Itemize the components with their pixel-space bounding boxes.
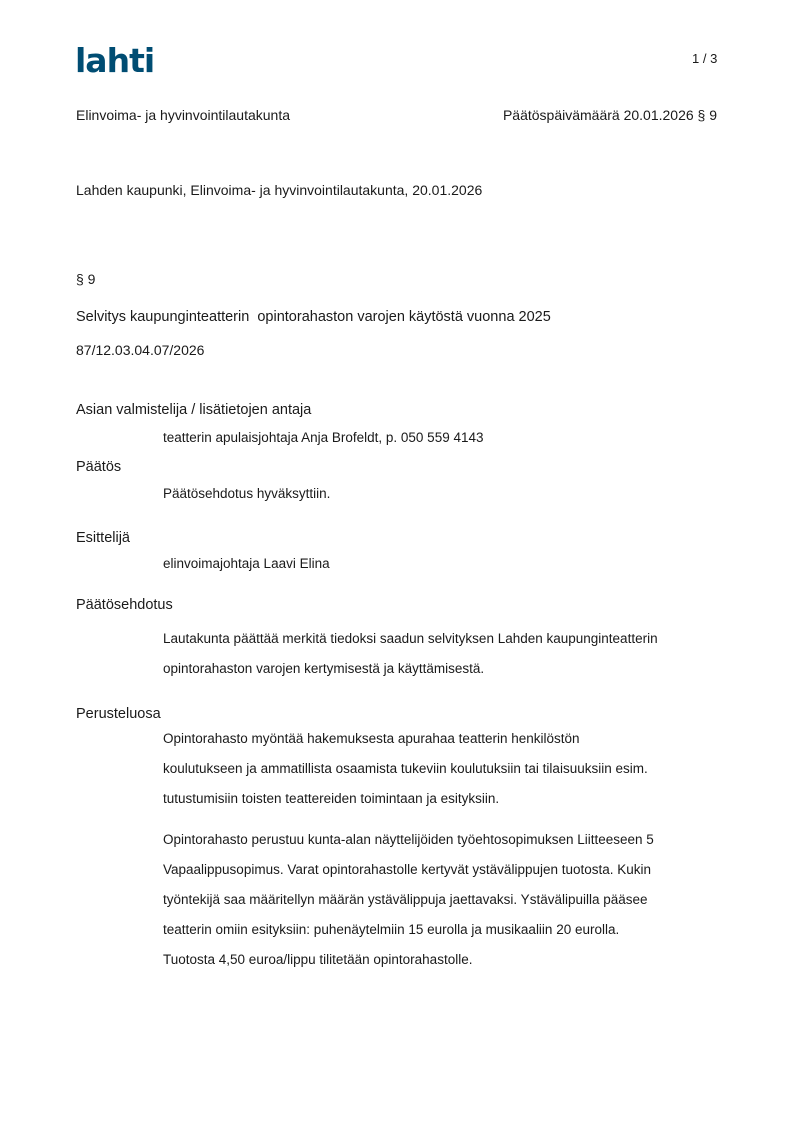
- proposal-label: Päätösehdotus: [76, 597, 173, 613]
- rationale-line: työntekijä saa määritellyn määrän ystävälippuja jaettavaksi. Ystävälipuilla pääsee: [163, 892, 648, 907]
- lahti-logo: lahti: [75, 41, 155, 80]
- header-decision-date: Päätöspäivämäärä 20.01.2026 § 9: [502, 107, 717, 123]
- rationale-line: tutustumisiin toisten teattereiden toimintaan ja esityksiin.: [163, 791, 500, 806]
- preparer-value: teatterin apulaisjohtaja Anja Brofeldt, p. 050 559 4143: [163, 430, 484, 445]
- rationale-line: Opintorahasto perustuu kunta-alan näyttelijöiden työehtosopimuksen Liitteeseen 5: [163, 832, 654, 847]
- proposal-line: Lautakunta päättää merkitä tiedoksi saadun selvityksen Lahden kaupunginteatterin: [163, 631, 658, 646]
- page-number: 1 / 3: [692, 51, 718, 66]
- rationale-line: Tuotosta 4,50 euroa/lippu tilitetään opintorahastolle.: [163, 952, 473, 967]
- header-body-name: Elinvoima- ja hyvinvointilautakunta: [76, 107, 290, 123]
- diary-number: 87/12.03.04.07/2026: [76, 342, 205, 358]
- section-number: § 9: [76, 271, 96, 287]
- rationale-label: Perusteluosa: [76, 706, 161, 722]
- preparer-label: Asian valmistelija / lisätietojen antaja: [76, 402, 312, 418]
- meeting-line: Lahden kaupunki, Elinvoima- ja hyvinvointilautakunta, 20.01.2026: [76, 182, 483, 198]
- rationale-paragraph-2: [163, 825, 723, 975]
- item-title: Selvitys kaupunginteatterin opintorahaston varojen käytöstä vuonna 2025: [76, 309, 551, 325]
- proposal-text: [163, 624, 723, 684]
- proposal-line: opintorahaston varojen kertymisestä ja käyttämisestä.: [163, 661, 485, 676]
- decision-label: Päätös: [76, 459, 122, 475]
- presenter-value: elinvoimajohtaja Laavi Elina: [163, 556, 330, 571]
- rationale-line: Opintorahasto myöntää hakemuksesta apurahaa teatterin henkilöstön: [163, 731, 580, 746]
- decision-value: Päätösehdotus hyväksyttiin.: [163, 486, 331, 501]
- rationale-line: teatterin omiin esityksiin: puhenäytelmiin 15 eurolla ja musikaaliin 20 eurolla.: [163, 922, 620, 937]
- rationale-line: Vapaalippusopimus. Varat opintorahastolle kertyvät ystävälippujen tuotosta. Kukin: [163, 862, 652, 877]
- rationale-paragraph-1: [163, 724, 723, 814]
- presenter-label: Esittelijä: [76, 530, 130, 546]
- rationale-line: koulutukseen ja ammatillista osaamista tukeviin koulutuksiin tai tilaisuuksiin esim.: [163, 761, 648, 776]
